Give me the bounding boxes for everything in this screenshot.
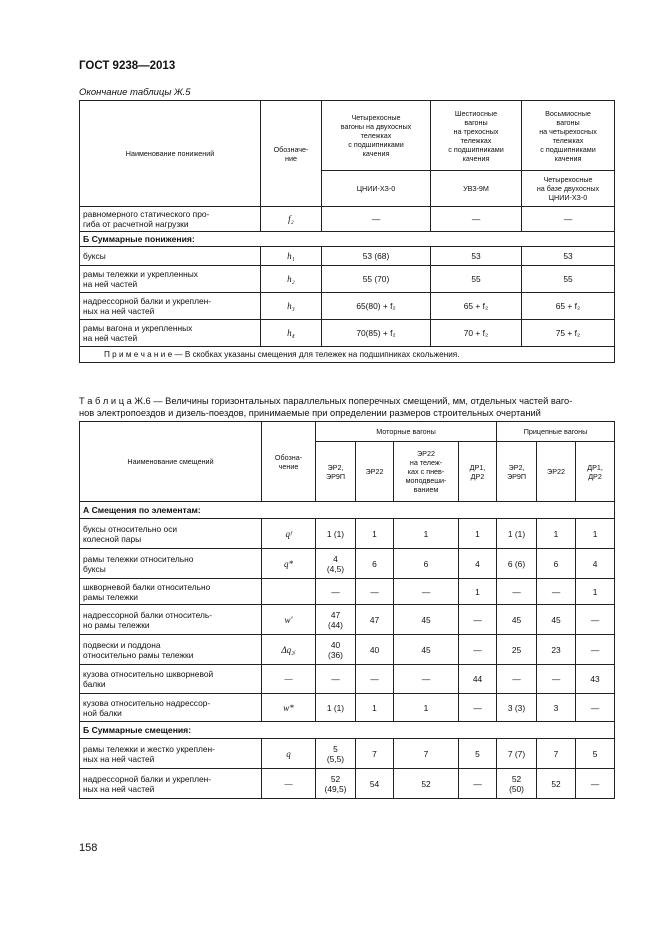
row-value: 23 — [537, 635, 576, 665]
t2-col-header: ДР1, ДР2 — [459, 442, 497, 502]
table2-caption: Т а б л и ц а Ж.6 — Величины горизонтальных параллельных поперечных смещений, мм, отдельных частей ваго- нов электропоездов и дизель-поездов, принимаемые при определении размеров строительных очертаний — [79, 396, 573, 418]
row-value: — — [576, 605, 615, 635]
row-value: 1 (1) — [316, 694, 356, 722]
row-value: 1 — [356, 519, 394, 549]
t2-col-header: ДР1, ДР2 — [576, 442, 615, 502]
row-symbol: w* — [262, 694, 316, 722]
row-value: 54 — [356, 769, 394, 799]
row-name: шкворневой балки относительно рамы тележки — [80, 579, 262, 605]
row-value: 4 — [459, 549, 497, 579]
row-value: 75 + f₂ — [522, 320, 615, 347]
row-value: 53 — [431, 247, 522, 266]
row-value: 1 (1) — [497, 519, 537, 549]
table-row — [80, 549, 615, 579]
row-value: 1 — [576, 519, 615, 549]
row-name: подвески и поддона относительно рамы тележки — [80, 635, 262, 665]
row-value: 55 — [522, 266, 615, 293]
row-name: надрессорной балки и укреплен- ных на ней частей — [80, 769, 262, 799]
table-row — [80, 739, 615, 769]
row-value: 44 — [459, 665, 497, 694]
t1-head-col1: Четырехосные вагоны на двухосных тележках с подшипниками качения — [322, 101, 431, 171]
table-row — [80, 635, 615, 665]
row-value: 6 — [394, 549, 459, 579]
row-value: 43 — [576, 665, 615, 694]
row-name: рамы тележки относительно буксы — [80, 549, 262, 579]
row-symbol — [262, 579, 316, 605]
row-value: 53 (68) — [322, 247, 431, 266]
row-value: 5 — [576, 739, 615, 769]
t1-section-b: Б Суммарные понижения: — [80, 232, 615, 247]
row-value: 4 — [576, 549, 615, 579]
row-value: 40 — [356, 635, 394, 665]
row-value: — — [576, 694, 615, 722]
t2-head-trailer: Прицепные вагоны — [497, 422, 615, 442]
row-value: 1 — [576, 579, 615, 605]
row-value: — — [459, 605, 497, 635]
row-value: — — [431, 207, 522, 232]
row-value: 7 — [537, 739, 576, 769]
t2-head-name: Наименование смещений — [80, 422, 262, 502]
row-name: кузова относительно шкворневой балки — [80, 665, 262, 694]
row-name: буксы — [80, 247, 261, 266]
row-symbol: qᶠ — [262, 519, 316, 549]
table-row — [80, 320, 615, 347]
table-row — [80, 247, 615, 266]
row-symbol: h₃ — [261, 293, 322, 320]
row-value: 45 — [394, 635, 459, 665]
row-value: 45 — [394, 605, 459, 635]
row-value: 3 (3) — [497, 694, 537, 722]
table-zh6 — [79, 421, 615, 799]
row-value: — — [356, 579, 394, 605]
row-value: 1 — [394, 519, 459, 549]
page-number: 158 — [79, 842, 98, 854]
table-zh5-end — [79, 100, 615, 363]
t2-col-header: ЭР22 — [356, 442, 394, 502]
row-symbol: h₂ — [261, 266, 322, 293]
row-value: 47 — [356, 605, 394, 635]
row-value: — — [497, 579, 537, 605]
row-value: 52 — [394, 769, 459, 799]
t1-sub2: УВЗ-9М — [431, 171, 522, 207]
t1-sub3: Четырехосные на базе двухосных ЦНИИ-ХЗ-0 — [522, 171, 615, 207]
row-value: 7 — [356, 739, 394, 769]
row-value: — — [322, 207, 431, 232]
row-value: — — [522, 207, 615, 232]
t2-col-header: ЭР2, ЭР9П — [316, 442, 356, 502]
t1-sub1: ЦНИИ-ХЗ-0 — [322, 171, 431, 207]
table-row — [80, 293, 615, 320]
row-name: надрессорной балки и укреплен- ных на ней частей — [80, 293, 261, 320]
row-value: — — [459, 769, 497, 799]
row-value: 5 — [459, 739, 497, 769]
t1-head-col3: Восьмиосные вагоны на четырехосных тележках с подшипниками качения — [522, 101, 615, 171]
row-value: 4 (4,5) — [316, 549, 356, 579]
table-row — [80, 694, 615, 722]
row-value: 6 (6) — [497, 549, 537, 579]
document-header: ГОСТ 9238—2013 — [79, 60, 176, 72]
t1-head-col2: Шестиосные вагоны на трехосных тележках с подшипниками качения — [431, 101, 522, 171]
row-value: 1 (1) — [316, 519, 356, 549]
row-value: 45 — [497, 605, 537, 635]
row-value: 1 — [356, 694, 394, 722]
row-name: надрессорной балки относитель- но рамы тележки — [80, 605, 262, 635]
row-value: — — [576, 769, 615, 799]
row-value: — — [537, 665, 576, 694]
table-row — [80, 605, 615, 635]
row-value: 5 (5,5) — [316, 739, 356, 769]
row-value: 25 — [497, 635, 537, 665]
row-symbol: Δq₂ᵢ — [262, 635, 316, 665]
row-value: — — [497, 665, 537, 694]
row-symbol: w' — [262, 605, 316, 635]
table-row — [80, 207, 615, 232]
row-value: — — [316, 579, 356, 605]
row-value: 6 — [356, 549, 394, 579]
row-value: 53 — [522, 247, 615, 266]
t1-head-name: Наименование понижений — [80, 101, 261, 207]
row-value: 40 (36) — [316, 635, 356, 665]
row-name: рамы тележки и укрепленных на ней частей — [80, 266, 261, 293]
row-symbol: — — [262, 665, 316, 694]
row-value: 65 + f₂ — [431, 293, 522, 320]
row-value: 3 — [537, 694, 576, 722]
row-value: — — [394, 665, 459, 694]
row-name: рамы тележки и жестко укреплен- ных на ней частей — [80, 739, 262, 769]
row-symbol: q* — [262, 549, 316, 579]
row-name: кузова относительно надрессор- ной балки — [80, 694, 262, 722]
t2-section-b: Б Суммарные смещения: — [80, 722, 615, 739]
row-value: — — [316, 665, 356, 694]
t2-col-header: ЭР22 на тележ- ках с пнев- моподвеши- ванием — [394, 442, 459, 502]
table-row — [80, 519, 615, 549]
t1-note: П р и м е ч а н и е — В скобках указаны смещения для тележек на подшипниках скольжения. — [80, 347, 615, 363]
table-row — [80, 665, 615, 694]
row-value: 7 — [394, 739, 459, 769]
row-value: 1 — [459, 519, 497, 549]
row-value: 52 (49,5) — [316, 769, 356, 799]
t2-section-a: А Смещения по элементам: — [80, 502, 615, 519]
row-value: — — [537, 579, 576, 605]
t2-col-header: ЭР22 — [537, 442, 576, 502]
row-value: 7 (7) — [497, 739, 537, 769]
row-symbol: f₂ — [261, 207, 322, 232]
row-name: рамы вагона и укрепленных на ней частей — [80, 320, 261, 347]
row-value: 6 — [537, 549, 576, 579]
row-value: 1 — [394, 694, 459, 722]
t2-head-motor: Моторные вагоны — [316, 422, 497, 442]
row-value: 1 — [459, 579, 497, 605]
t1-head-symbol: Обозначе- ние — [261, 101, 322, 207]
row-value: — — [394, 579, 459, 605]
table-row — [80, 266, 615, 293]
row-value: 52 — [537, 769, 576, 799]
t2-col-header: ЭР2, ЭР9П — [497, 442, 537, 502]
row-value: — — [459, 694, 497, 722]
row-value: 65(80) + f₂ — [322, 293, 431, 320]
t2-head-symbol: Обозна- чение — [262, 422, 316, 502]
row-value: 55 — [431, 266, 522, 293]
row-symbol: — — [262, 769, 316, 799]
row-value: 65 + f₂ — [522, 293, 615, 320]
row-symbol: h₄ — [261, 320, 322, 347]
row-value: 45 — [537, 605, 576, 635]
row-symbol: h₁ — [261, 247, 322, 266]
row-value: 70 + f₂ — [431, 320, 522, 347]
row-value: 55 (70) — [322, 266, 431, 293]
table-row — [80, 579, 615, 605]
row-value: — — [459, 635, 497, 665]
row-value: 47 (44) — [316, 605, 356, 635]
table1-caption: Окончание таблицы Ж.5 — [79, 87, 191, 98]
row-value: 70(85) + f₂ — [322, 320, 431, 347]
row-symbol: q — [262, 739, 316, 769]
row-value: 52 (50) — [497, 769, 537, 799]
row-value: — — [576, 635, 615, 665]
row-value: — — [356, 665, 394, 694]
row-name: буксы относительно оси колесной пары — [80, 519, 262, 549]
row-value: 1 — [537, 519, 576, 549]
table-row — [80, 769, 615, 799]
row-name: равномерного статического про- гиба от расчетной нагрузки — [80, 207, 261, 232]
